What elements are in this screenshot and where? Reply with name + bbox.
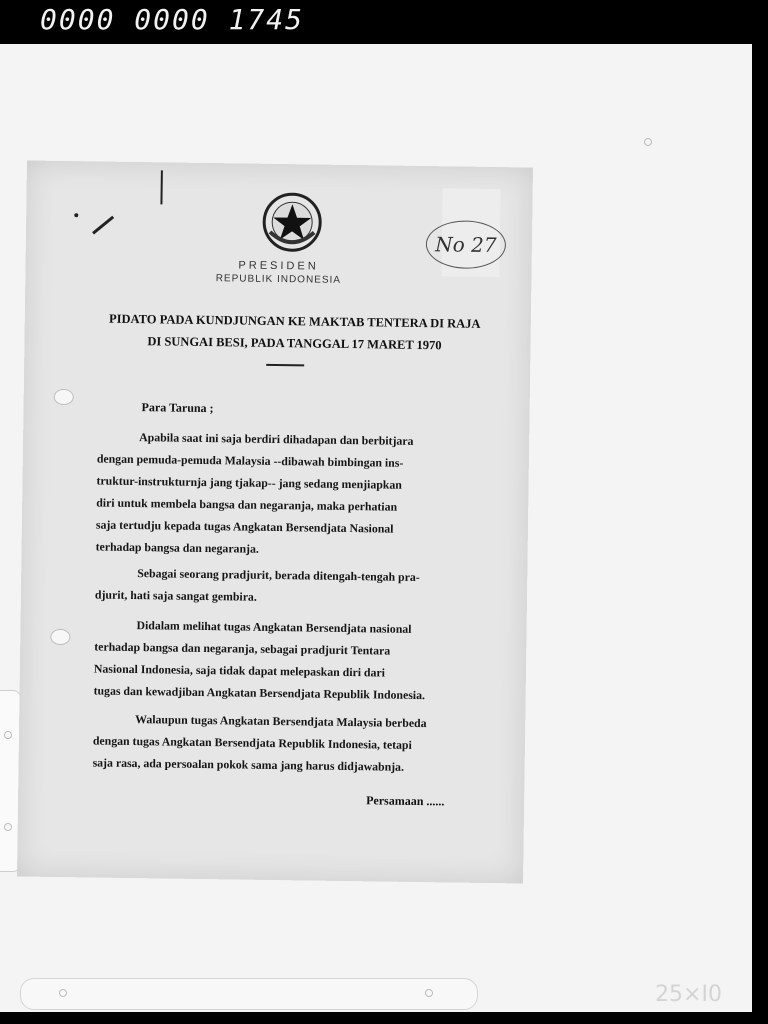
reduction-symbol: I0 bbox=[701, 982, 722, 1007]
paragraph-line: terhadap bangsa dan negaranja. bbox=[95, 539, 259, 556]
paragraph-line: terhadap bangsa dan negaranja, sebagai pradjurit Tentara bbox=[94, 639, 391, 658]
paragraph-2 bbox=[95, 561, 496, 611]
paragraph-line: Walaupun tugas Angkatan Bersendjata Malaysia berbeda bbox=[135, 712, 427, 731]
paragraph-line: Apabila saat ini saja berdiri dihadapan dan berbitjara bbox=[139, 430, 414, 448]
salutation: Para Taruna ; bbox=[141, 400, 214, 416]
page-continuation-catchword: Persamaan ...... bbox=[366, 793, 445, 809]
speech-title-line-1: PIDATO PADA KUNDJUNGAN KE MAKTAB TENTERA DI RAJA bbox=[108, 311, 481, 331]
bar-rivet-icon bbox=[425, 989, 433, 997]
speech-title-line-2: DI SUNGAI BESI, PADA TANGGAL 17 MARET 1970 bbox=[147, 334, 442, 353]
tab-rivet-icon bbox=[4, 731, 12, 739]
film-speck-icon bbox=[644, 138, 652, 146]
reduction-ratio-mark bbox=[655, 982, 722, 1007]
paragraph-line: dengan tugas Angkatan Bersendjata Republik Indonesia, tetapi bbox=[92, 733, 412, 752]
paragraph-4 bbox=[92, 707, 493, 779]
speech-document-page bbox=[17, 161, 533, 884]
paragraph-line: dengan pemuda-pemuda Malaysia --dibawah bimbingan ins- bbox=[96, 451, 404, 470]
reduction-ratio: 25× bbox=[655, 982, 702, 1007]
paragraph-1 bbox=[95, 426, 497, 564]
ink-dot-icon bbox=[74, 213, 78, 217]
paragraph-line: truktur-instrukturnja jang tjakap-- jang sedang menjiapkan bbox=[96, 473, 402, 492]
film-header-strip bbox=[0, 0, 768, 44]
title-divider bbox=[266, 364, 304, 367]
punch-hole-icon bbox=[50, 629, 70, 645]
paragraph-line: Sebagai seorang pradjurit, berada ditengah-tengah pra- bbox=[137, 566, 420, 585]
paragraph-3 bbox=[93, 613, 494, 707]
frame-edge-bottom bbox=[0, 1012, 768, 1024]
presidential-star-seal-icon bbox=[262, 192, 323, 253]
archive-number-stamp: No 27 bbox=[426, 220, 507, 269]
ink-stroke-icon bbox=[160, 170, 162, 204]
ink-smudge-icon bbox=[92, 216, 114, 235]
paragraph-line: Didalam melihat tugas Angkatan Bersendjata nasional bbox=[136, 618, 412, 636]
paragraph-line: tugas dan kewadjiban Angkatan Bersendjata Republik Indonesia. bbox=[93, 683, 426, 703]
tab-rivet-icon bbox=[4, 823, 12, 831]
bar-rivet-icon bbox=[59, 989, 67, 997]
letterhead-republic: REPUBLIK INDONESIA bbox=[215, 273, 342, 286]
paragraph-line: saja rasa, ada persoalan pokok sama jang harus didjawabnja. bbox=[92, 755, 405, 774]
paragraph-line: diri untuk membela bangsa dan negaranja, maka perhatian bbox=[96, 495, 398, 514]
microfilm-frame-code: 0000 0000 1745 bbox=[40, 3, 305, 36]
paragraph-line: saja tertudju kepada tugas Angkatan Bersendjata Nasional bbox=[95, 517, 394, 536]
punch-hole-icon bbox=[54, 389, 74, 405]
letterhead-president: PRESIDEN bbox=[238, 259, 319, 273]
frame-edge-right bbox=[752, 44, 768, 1024]
film-holder-bar bbox=[20, 978, 478, 1010]
paragraph-line: Nasional Indonesia, saja tidak dapat melepaskan diri dari bbox=[93, 661, 386, 680]
paragraph-line: djurit, hati saja sangat gembira. bbox=[94, 587, 257, 604]
